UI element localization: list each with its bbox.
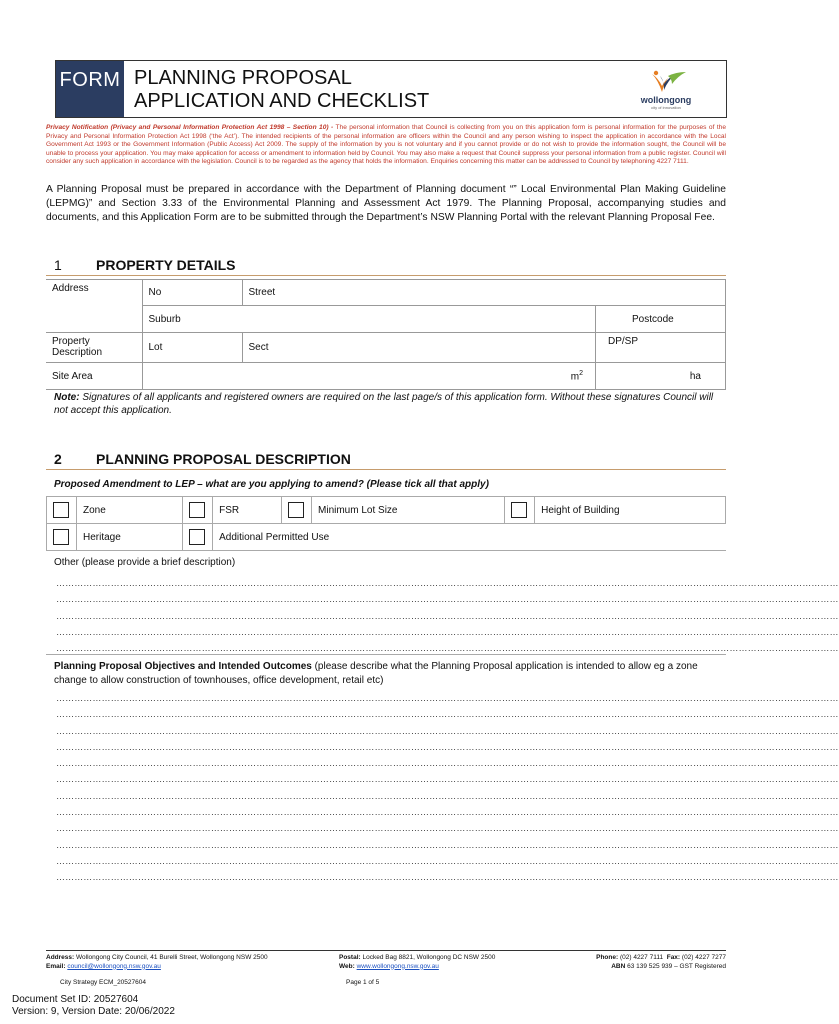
postcode-label: Postcode — [632, 313, 674, 325]
lot-label: Lot — [148, 342, 163, 353]
footer-web-link[interactable]: www.wollongong.nsw.gov.au — [356, 962, 439, 970]
objectives-label — [54, 660, 722, 688]
site-area-ha-field[interactable] — [596, 363, 726, 390]
signatures-note — [54, 392, 724, 417]
apu-checkbox[interactable] — [183, 524, 213, 551]
dot-line: …………………………………………………………………………………………………………………………………………………………………………………………………………………………………… — [56, 872, 839, 883]
form-title — [124, 61, 606, 117]
dot-line: …………………………………………………………………………………………………………………………………………………………………………………………………………………………………… — [56, 626, 839, 637]
postcode-field[interactable] — [596, 306, 726, 333]
dot-line: …………………………………………………………………………………………………………………………………………………………………………………………………………………………………… — [56, 725, 839, 736]
footer-phone: (02) 4227 7111 — [618, 954, 664, 961]
footer-postal-label: Postal: — [339, 954, 361, 961]
form-title-line2: APPLICATION AND CHECKLIST — [134, 90, 430, 112]
section2-title: PLANNING PROPOSAL DESCRIPTION — [96, 450, 351, 467]
footer-email-label: Email: — [46, 962, 66, 970]
dot-line: …………………………………………………………………………………………………………………………………………………………………………………………………………………………………… — [56, 790, 839, 801]
checkbox-icon[interactable] — [53, 529, 69, 545]
divider — [46, 654, 726, 655]
objectives-bold: Planning Proposal Objectives and Intended Outcomes — [54, 661, 312, 672]
form-title-line1: PLANNING PROPOSAL — [134, 67, 352, 89]
site-area-label: Site Area — [46, 363, 142, 390]
fsr-checkbox[interactable] — [183, 497, 213, 524]
amendment-checklist — [46, 496, 726, 551]
footer-reference: City Strategy ECM_20527604 — [60, 979, 146, 986]
privacy-body: The personal information that Council is collecting from you on this application form is personal information for the purposes of the Privacy and Personal Information Protection Act 1998 (‘the Act’). The intended recipients of the personal information are officers within the Council and any person wishing to inspect the application in accordance with the Local Government Act 1993 or the Government Information (Public Access) Act 2009. The supply of the information by you is not voluntary and if you cannot provide or do not wish to provide the information sought, the Council will be unable to process your application. You may make application for access or amendment to information held by Council. You may also make a request that Council suppress your personal information from a public register. Council will consider any such application in accordance with the legislation. Council is to be regarded as the agency that holds the information. Enquiries concerning this matter can be addressed to Council by telephoning 4227 7111. — [46, 124, 726, 166]
dot-line: …………………………………………………………………………………………………………………………………………………………………………………………………………………………………… — [56, 855, 839, 866]
footer-contact — [596, 954, 726, 971]
section1-heading — [46, 254, 726, 276]
checkbox-icon[interactable] — [189, 529, 205, 545]
dot-line: …………………………………………………………………………………………………………………………………………………………………………………………………………………………………… — [56, 807, 839, 818]
dot-line: …………………………………………………………………………………………………………………………………………………………………………………………………………………………………… — [56, 610, 839, 621]
heritage-checkbox[interactable] — [47, 524, 77, 551]
document-id — [12, 994, 175, 1018]
footer-web-label: Web: — [339, 962, 355, 970]
document-set-id: Document Set ID: 20527604 — [12, 994, 139, 1005]
checkbox-icon[interactable] — [511, 502, 527, 518]
dpsp-field[interactable] — [596, 333, 726, 363]
checkbox-icon[interactable] — [288, 502, 304, 518]
checkbox-icon[interactable] — [53, 502, 69, 518]
suburb-field[interactable] — [142, 306, 596, 333]
zone-label: Zone — [77, 497, 183, 524]
section1-number: 1 — [54, 256, 62, 273]
form-tag: FORM — [56, 61, 124, 117]
intro-paragraph: A Planning Proposal must be prepared in accordance with the Department of Planning document “” Local Environmental Plan Making Guideline (LEPMG)” and Section 3.33 of the Environmental Planning and Assessment Act 1979. The Planning Proposal, accompanying studies and documents, and this Application Form are to be submitted through the Department’s NSW Planning Portal with the relevant Planning Proposal Fee. — [46, 184, 726, 223]
footer-address-text: Wollongong City Council, 41 Burelli Street, Wollongong NSW 2500 — [74, 954, 268, 961]
zone-checkbox[interactable] — [47, 497, 77, 524]
council-logo — [606, 61, 726, 117]
document-version: Version: 9, Version Date: 20/06/2022 — [12, 1006, 175, 1017]
footer-abn: 63 139 525 939 – GST Registered — [625, 962, 726, 970]
ha-label: ha — [689, 370, 701, 382]
suburb-label: Suburb — [148, 313, 181, 325]
other-label: Other (please provide a brief description) — [54, 557, 236, 568]
sect-label: Sect — [248, 342, 269, 353]
sect-field[interactable] — [242, 333, 596, 363]
dot-line: …………………………………………………………………………………………………………………………………………………………………………………………………………………………………… — [56, 839, 839, 850]
footer-abn-label: ABN — [611, 962, 626, 970]
wollongong-logo-icon — [642, 70, 690, 94]
section2-number: 2 — [54, 450, 62, 467]
section2-heading — [46, 448, 726, 470]
section1-title: PROPERTY DETAILS — [96, 256, 236, 273]
no-label: No — [148, 287, 162, 298]
dot-line: …………………………………………………………………………………………………………………………………………………………………………………………………………………………………… — [56, 594, 839, 605]
logo-name: wollongong — [640, 95, 692, 105]
footer-fax: (02) 4227 7277 — [680, 954, 726, 961]
dot-line: …………………………………………………………………………………………………………………………………………………………………………………………………………………………………… — [56, 643, 839, 654]
other-description-lines[interactable] — [56, 575, 839, 656]
dot-line: …………………………………………………………………………………………………………………………………………………………………………………………………………………………………… — [56, 709, 839, 720]
dot-line: …………………………………………………………………………………………………………………………………………………………………………………………………………………………………… — [56, 823, 839, 834]
street-label: Street — [248, 287, 276, 298]
footer-rule — [46, 950, 726, 951]
site-area-m2-field[interactable] — [142, 363, 596, 390]
min-lot-size-checkbox[interactable] — [282, 497, 312, 524]
fsr-label: FSR — [213, 497, 282, 524]
dot-line: …………………………………………………………………………………………………………………………………………………………………………………………………………………………………… — [56, 741, 839, 752]
form-header — [55, 60, 727, 118]
footer-phone-label: Phone: — [596, 954, 619, 961]
height-checkbox[interactable] — [505, 497, 535, 524]
property-details-table — [46, 279, 726, 390]
no-field[interactable] — [142, 280, 242, 306]
m2-label: m — [570, 371, 580, 383]
min-lot-size-label: Minimum Lot Size — [312, 497, 505, 524]
dot-line: …………………………………………………………………………………………………………………………………………………………………………………………………………………………………… — [56, 693, 839, 703]
objectives-description-lines[interactable] — [56, 690, 839, 886]
apu-label: Additional Permitted Use — [213, 524, 726, 551]
footer-postal — [339, 954, 495, 971]
m2-sup: 2 — [579, 369, 583, 377]
height-label: Height of Building — [535, 497, 726, 524]
footer-postal-text: Locked Bag 8821, Wollongong DC NSW 2500 — [360, 954, 496, 961]
address-label: Address — [46, 280, 142, 333]
dot-line: …………………………………………………………………………………………………………………………………………………………………………………………………………………………………… — [56, 578, 839, 588]
logo-sub: city of innovation — [651, 105, 681, 110]
checkbox-icon[interactable] — [189, 502, 205, 518]
street-field[interactable] — [242, 280, 726, 306]
property-description-label: Property Description — [46, 333, 142, 363]
footer-email-link[interactable]: council@wollongong.nsw.gov.au — [67, 962, 161, 970]
lot-field[interactable] — [142, 333, 242, 363]
note-text: Signatures of all applicants and registered owners are required on the last page/s of this application form. Without these signatures Council will not accept this application. — [54, 392, 714, 416]
heritage-label: Heritage — [77, 524, 183, 551]
amendment-question: Proposed Amendment to LEP – what are you applying to amend? (Please tick all that apply) — [54, 479, 489, 490]
note-lead: Note: — [54, 392, 80, 403]
footer-fax-label: Fax: — [666, 954, 681, 961]
dpsp-label: DP/SP — [608, 336, 639, 347]
objectives-text: (please describe what the Planning Proposal application is intended to allow eg a zone change to allow construction of townhouses, office development, retail etc) — [54, 661, 698, 686]
privacy-heading: Privacy Notification (Privacy and Personal Information Protection Act 1998 – Section 10) - — [46, 124, 334, 131]
dot-line: …………………………………………………………………………………………………………………………………………………………………………………………………………………………………… — [56, 758, 839, 769]
privacy-notification — [46, 124, 726, 167]
footer-address-label: Address: — [46, 954, 75, 961]
dot-line: …………………………………………………………………………………………………………………………………………………………………………………………………………………………………… — [56, 774, 839, 785]
page-number: Page 1 of 5 — [346, 979, 380, 986]
footer-address — [46, 954, 268, 971]
